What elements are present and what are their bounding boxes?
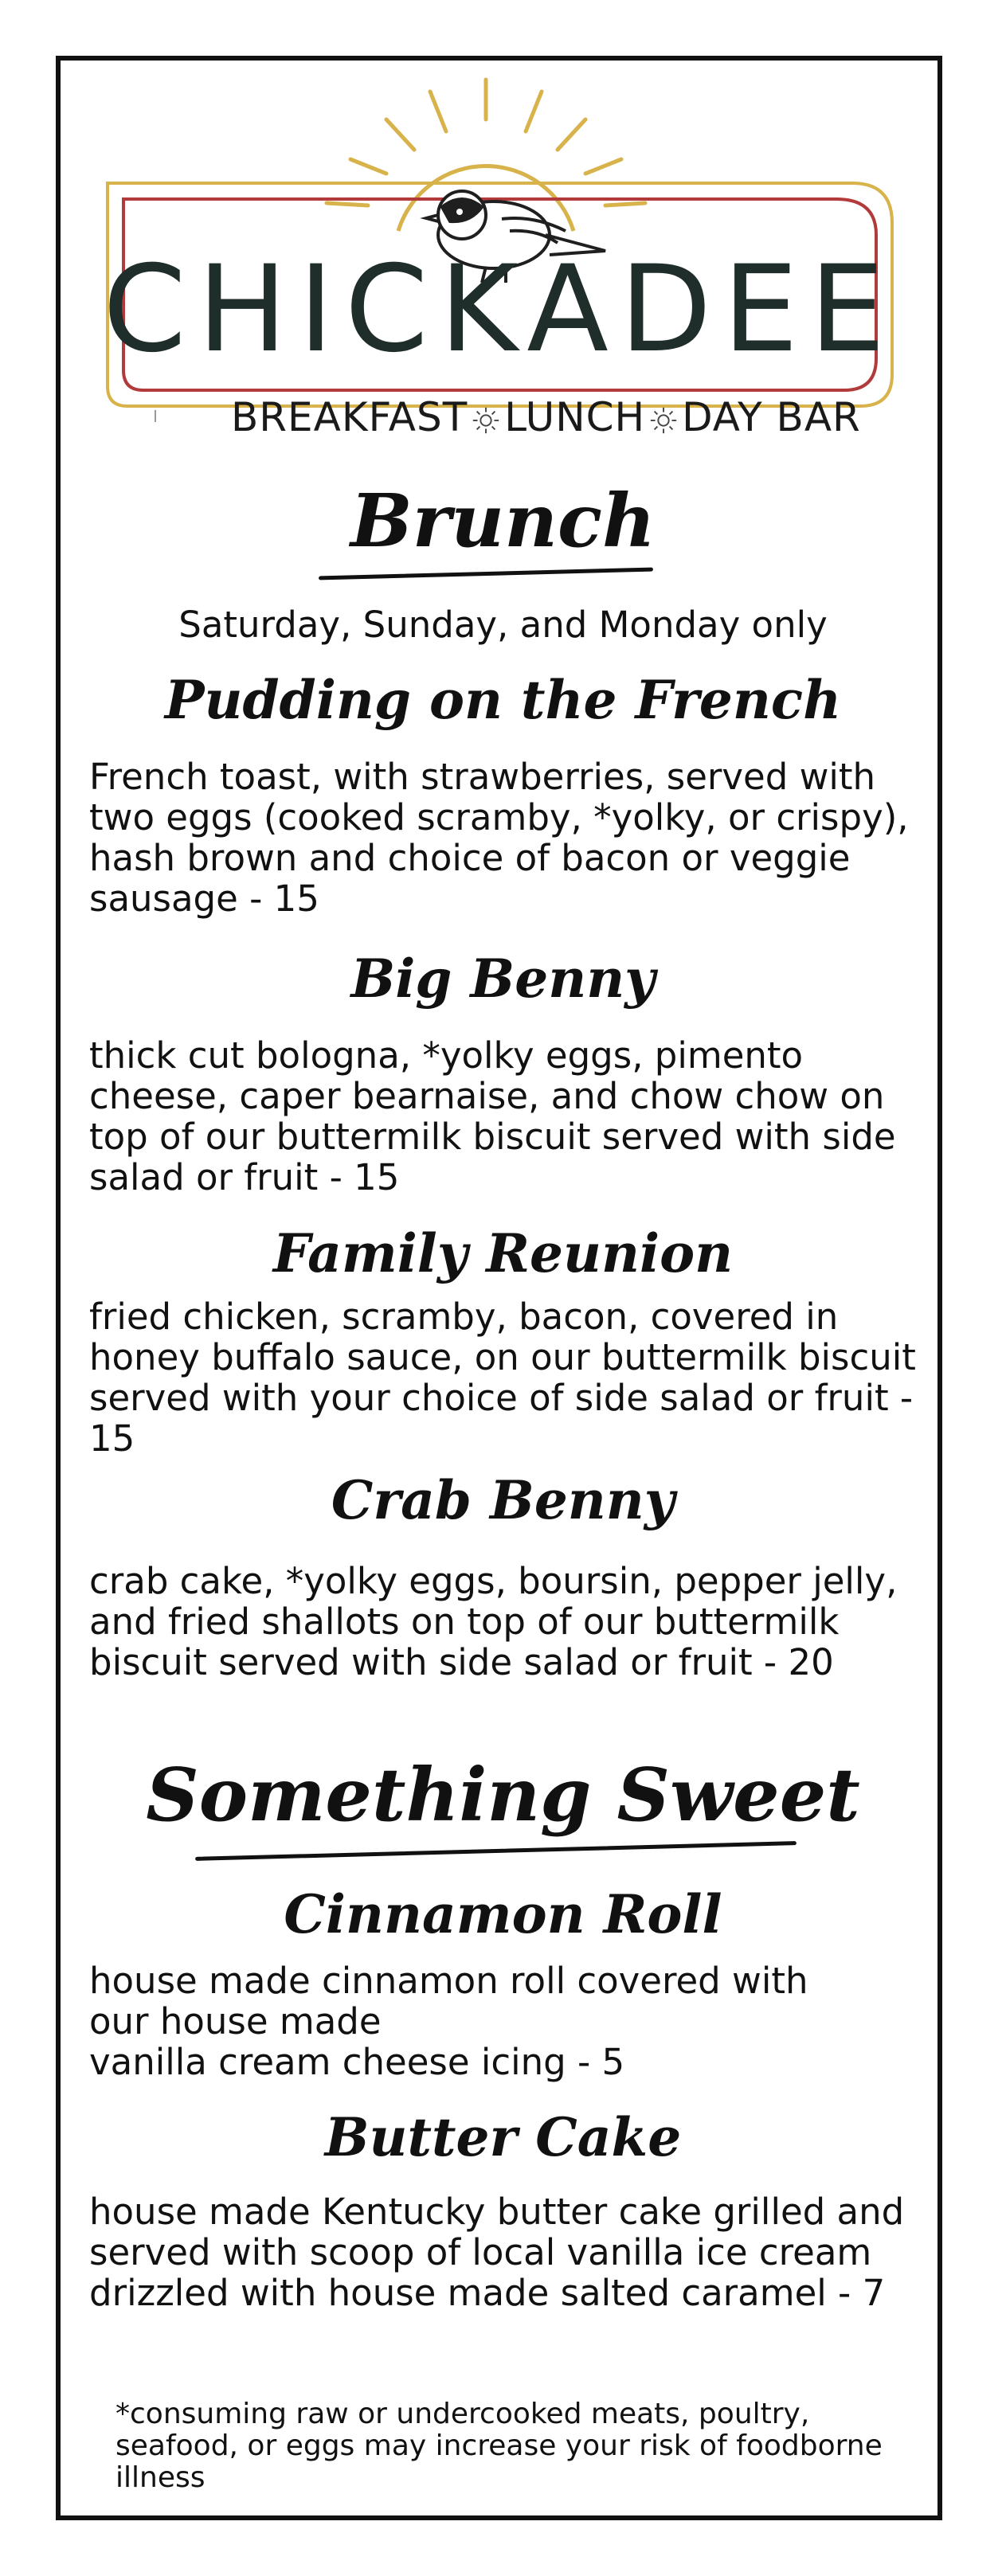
item-title-big-benny: Big Benny xyxy=(350,948,656,1010)
item-title-cinnamon-roll: Cinnamon Roll xyxy=(284,1883,722,1945)
tagline-breakfast: BREAKFAST xyxy=(231,394,468,440)
sun-separator-icon xyxy=(471,405,501,436)
tagline-day-bar: DAY BAR xyxy=(682,394,861,440)
item-title-family-reunion: Family Reunion xyxy=(272,1222,734,1284)
tagline xyxy=(231,394,932,440)
item-desc-family-reunion: fried chicken, scramby, bacon, covered in honey buffalo sauce, on our buttermilk biscuit served with your choice of side salad or fruit - 15 xyxy=(89,1296,916,1460)
cinnamon-roll-line-3: vanilla cream cheese icing - 5 xyxy=(89,2041,625,2083)
item-title-crab-benny: Crab Benny xyxy=(331,1469,675,1531)
sun-separator-icon xyxy=(648,405,679,436)
item-desc-butter-cake: house made Kentucky butter cake grilled and served with scoop of local vanilla ice cream drizzled with house made salted caramel - 7 xyxy=(89,2191,905,2314)
item-title-pudding-on-the-french: Pudding on the French xyxy=(164,669,842,731)
tagline-lunch: LUNCH xyxy=(504,394,646,440)
item-desc-pudding-on-the-french: French toast, with strawberries, served with two eggs (cooked scramby, *yolky, or crispy), hash brown and choice of bacon or veggie sausage - 15 xyxy=(89,756,909,920)
cinnamon-roll-line-1: house made cinnamon roll covered with xyxy=(89,1960,808,2002)
cinnamon-roll-line-2: our house made xyxy=(89,2000,382,2042)
food-safety-footnote: *consuming raw or undercooked meats, poultry, seafood, or eggs may increase your risk of foodborne illness xyxy=(115,2398,883,2494)
section-title-brunch: Brunch xyxy=(350,478,656,564)
sun-rays-icon xyxy=(327,80,645,205)
section-title-something-sweet: Something Sweet xyxy=(146,1752,860,1838)
brunch-availability-notice: Saturday, Sunday, and Monday only xyxy=(178,604,828,646)
brand-name: CHICKADEE xyxy=(103,240,896,379)
item-desc-big-benny: thick cut bologna, *yolky eggs, pimento cheese, caper bearnaise, and chow chow on top of our buttermilk biscuit served with side salad or fruit - 15 xyxy=(89,1034,896,1198)
item-title-butter-cake: Butter Cake xyxy=(324,2106,682,2168)
item-desc-cinnamon-roll xyxy=(89,1960,918,2082)
item-desc-crab-benny: crab cake, *yolky eggs, boursin, pepper jelly, and fried shallots on top of our buttermilk biscuit served with side salad or fruit - 20 xyxy=(89,1560,898,1683)
